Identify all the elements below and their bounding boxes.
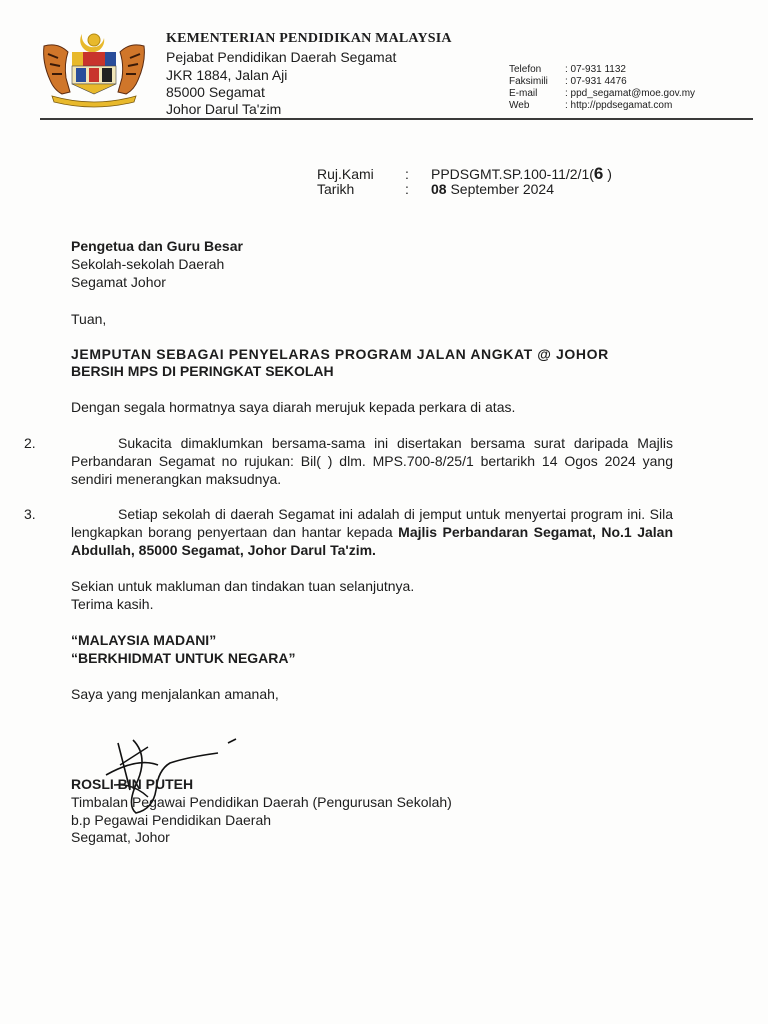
signatory-title: Timbalan Pegawai Pendidikan Daerah (Pengurusan Sekolah) (71, 794, 452, 810)
address-line: 85000 Segamat (166, 84, 265, 100)
coat-of-arms-logo (40, 28, 148, 108)
fax-number: : 07-931 4476 (565, 76, 627, 87)
intro-paragraph: Dengan segala hormatnya saya diarah merujuk kepada perkara di atas. (71, 399, 516, 415)
salutation: Tuan, (71, 311, 107, 327)
colon: : (405, 166, 409, 182)
email-address: : ppd_segamat@moe.gov.my (565, 88, 696, 99)
thanks-line: Terima kasih. (71, 596, 154, 612)
ministry-name: KEMENTERIAN PENDIDIKAN MALAYSIA (166, 31, 452, 46)
reference-close: ) (603, 166, 612, 182)
slogan: “MALAYSIA MADANI” (71, 632, 217, 648)
paragraph-2 (24, 434, 673, 488)
contact-block (509, 64, 695, 112)
subject-line: BERSIH MPS DI PERINGKAT SEKOLAH (71, 363, 334, 379)
trust-line: Saya yang menjalankan amanah, (71, 686, 279, 702)
signatory-office: b.p Pegawai Pendidikan Daerah (71, 812, 272, 828)
paragraph-text: Setiap sekolah di daerah Segamat ini adalah di jemput untuk menyertai program ini. Sila lengkapkan borang penyertaan dan hantar kepada (71, 506, 673, 540)
colon: : (405, 181, 409, 197)
paragraph-number: 3. (24, 506, 36, 522)
signatory-name: ROSLI BIN PUTEH (71, 776, 194, 792)
signatory-place: Segamat, Johor (71, 829, 170, 845)
contact-label: Web (509, 100, 530, 111)
letterhead-divider (40, 118, 753, 120)
address-line: Johor Darul Ta'zim (166, 101, 282, 117)
contact-label: Faksimili (509, 76, 548, 87)
date-label: Tarikh (317, 181, 355, 197)
contact-label: E-mail (509, 88, 538, 99)
slogan: “BERKHIDMAT UNTUK NEGARA” (71, 650, 296, 666)
closing-line: Sekian untuk makluman dan tindakan tuan selanjutnya. (71, 578, 415, 594)
paragraph-text: Sukacita dimaklumkan bersama-sama ini disertakan bersama surat daripada Majlis Perbandaran Segamat no rujukan: Bil( ) dlm. MPS.700-8/25/1 bertarikh 14 Ogos 2024 yang sendiri menerangkan maksudnya. (71, 435, 673, 487)
paragraph-bold-address: Majlis Perbandaran Segamat, No.1 Jalan Abdullah, 85000 Segamat, Johor Darul Ta'zim. (71, 524, 673, 558)
contact-label: Telefon (509, 64, 542, 75)
web-address: : http://ppdsegamat.com (565, 100, 673, 111)
phone-number: : 07-931 1132 (565, 64, 626, 75)
recipient-line: Sekolah-sekolah Daerah (71, 256, 225, 272)
paragraph-3 (24, 505, 673, 559)
office-name: Pejabat Pendidikan Daerah Segamat (166, 49, 397, 65)
handwritten-number: 6 (593, 164, 604, 183)
date-day: 08 (431, 181, 447, 197)
paragraph-number: 2. (24, 435, 36, 451)
address-line: JKR 1884, Jalan Aji (166, 67, 288, 83)
recipient-line: Segamat Johor (71, 274, 166, 290)
date-month-year: September 2024 (446, 181, 554, 197)
subject-line: JEMPUTAN SEBAGAI PENYELARAS PROGRAM JALAN ANGKAT @ JOHOR (71, 346, 609, 362)
recipient-title: Pengetua dan Guru Besar (71, 238, 243, 254)
reference-label: Ruj.Kami (317, 166, 374, 182)
date-line (317, 181, 554, 197)
reference-number: PPDSGMT.SP.100-11/2/1( (431, 166, 594, 182)
